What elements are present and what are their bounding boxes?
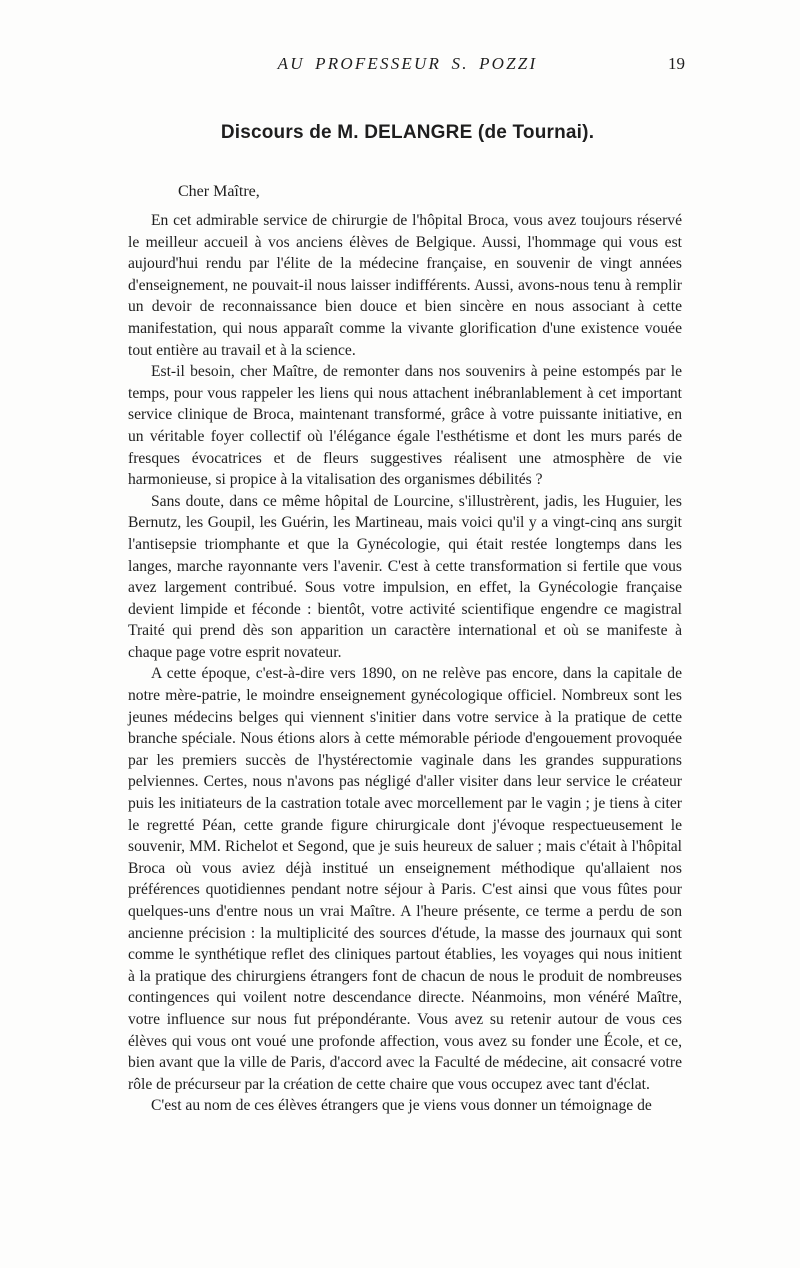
speech-title: Discours de M. DELANGRE (de Tournai). xyxy=(220,122,595,143)
speech-body xyxy=(128,210,682,1117)
page-number: 19 xyxy=(668,54,685,73)
running-header xyxy=(130,54,685,78)
paragraph: C'est au nom de ces élèves étrangers que je viens vous donner un témoignage de xyxy=(151,1097,652,1115)
paragraph: A cette époque, c'est-à-dire vers 1890, on ne relève pas encore, dans la capitale de notre mère-patrie, le moindre enseignement gynécologique officiel. Nombreux sont les jeunes médecins belges qui viennent s'initier dans votre service à la pratique de cette branche spéciale. Nous étions alors à cette mémorable période d'engouement provoquée par les premiers succès de l'hystérectomie vaginale dans les grandes suppurations pelviennes. Certes, nous n'avons pas négligé d'aller visiter dans leur service le créateur puis les initiateurs de la castration totale avec morcellement par le vagin ; je tiens à citer le regretté Péan, cette grande figure chirurgicale dont j'évoque respectueusement le souvenir, MM. Richelot et Segond, que je suis heureux de saluer ; mais c'était à l'hôpital Broca où vous aviez déjà institué un enseignement méthodique qu'allaient nos préférences quotidiennes pendant notre séjour à Paris. C'est ainsi que vous fûtes pour quelques-uns d'entre nous un vrai Maître. A l'heure présente, ce terme a perdu de son ancienne précision : la multiplicité des sources d'étude, la masse des journaux qui sont comme le synthétique reflet des cliniques partout établies, les voyages qui nous initient à la pratique des chirurgiens étrangers font de chacun de nous le produit de nombreuses contingences qui voilent notre descendance directe. Néanmoins, mon vénéré Maître, votre influence sur nous fut prépondérante. Vous avez su retenir autour de vous ces élèves qui vous ont voué une profonde affection, vous avez su fonder une École, et ce, bien avant que la ville de Paris, d'accord avec la Faculté de médecine, ait consacré votre rôle de précurseur par la création de cette chaire que vous occupez avec tant d'éclat. xyxy=(128,665,682,1093)
running-title: AU PROFESSEUR S. POZZI xyxy=(277,54,538,73)
salutation: Cher Maître, xyxy=(178,183,260,200)
paragraph: En cet admirable service de chirurgie de l'hôpital Broca, vous avez toujours réservé le meilleur accueil à vos anciens élèves de Belgique. Aussi, l'hommage qui vous est aujourd'hui rendu par l'élite de la médecine française, en souvenir de vingt années d'enseignement, ne pouvait-il nous laisser indifférents. Aussi, avons-nous tenu à remplir un devoir de reconnaissance bien douce et bien sincère en nous associant à cette manifestation, qui nous apparaît comme la vivante glorification d'une existence vouée tout entière au travail et à la science. xyxy=(128,212,682,359)
paragraph: Sans doute, dans ce même hôpital de Lourcine, s'illustrèrent, jadis, les Huguier, les Bernutz, les Goupil, les Guérin, les Martineau, mais voici qu'il y a vingt-cinq ans surgit l'antisepsie triomphante et que la Gynécologie, qui était restée longtemps dans les langes, marche rayonnante vers l'avenir. C'est à cette transformation si fertile que vous avez largement contribué. Sous votre impulsion, en effet, la Gynécologie française devient limpide et féconde : bientôt, votre activité scientifique engendre ce magistral Traité qui prend dès son apparition un caractère international et où se manifeste à chaque page votre esprit novateur. xyxy=(128,492,682,661)
paragraph: Est-il besoin, cher Maître, de remonter dans nos souvenirs à peine estompés par le temps, pour vous rappeler les liens qui nous attachent inébranlablement à cet important service clinique de Broca, maintenant transformé, grâce à votre puissante initiative, en un véritable foyer collectif où l'élégance égale l'esthétisme et dont les murs parés de fresques évocatrices et de fleurs suggestives réalisent une atmosphère de vie harmonieuse, si propice à la vitalisation des organismes débilités ? xyxy=(128,363,682,489)
